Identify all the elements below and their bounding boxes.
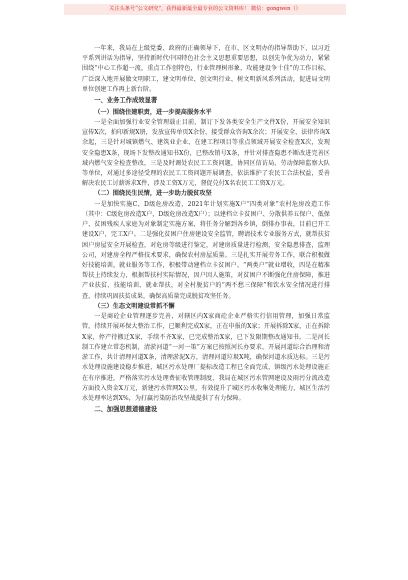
section-heading-2: 二、加强思想道德建设 <box>94 406 158 414</box>
intro-paragraph: 一年来，我局在上级党委、政府的正确领导下，在市、区文明办的指导帮助下，以习近平系列讲话为指导，坚持新时代中国特色社会主义思想重要思想，以创先争优为动力，紧紧围绕“中心工作超一流，重点工作创特色，行业管理树形象，攻能建设争十佳”的工作目标，广泛深入地开展做文明职工，建文明单位、创文明行业、树文明新风系列活动，促进局文明单位创建工作再上新台阶。 <box>82 45 330 93</box>
document-body <box>82 44 330 417</box>
promo-banner[interactable]: 关注头条号“公文研究”，获得最新最全最专业的公文资料库！ 微信：gongwen（） <box>64 4 346 15</box>
subsection-1-paragraph: 一是全面加强行业安全管理载止目前，制订下发各类安全生产文件X份，开展安全知识宣传X次，拍印新规X册，发放宣传单页X余份，接受群众咨询X余次；开展安全、法律咨询X余起，三是针对城镇燃气、建筑业企业、在建工程项目等重点领域开展安全检查X次，发现安全隐患X条，现场下发整改通知书X份，已整改销号X条，并针对排查隐患不断改进完善区域内燃气安全检查整改，三是及时调处农民工工资问题，协同区信访局、劳动保障监察大队等单位，对通过多途径受理的农民工工资问题开展调查，依法维护了农民工合法权益，妥善解决农民工讨薪诉求X件，涉及工资X万元，督促兑付X名农民工工资X万元。 <box>82 119 330 188</box>
subsection-heading-2: （二）围绕民生民情，进一步助力脱贫攻坚 <box>94 190 212 198</box>
subsection-heading-3: （三）生态文明建设常抓不懈 <box>94 302 175 310</box>
subsection-heading-1: （一）围绕住建职责，进一步提高服务水平 <box>94 108 212 116</box>
subsection-3-paragraph: 一是商砼企业管理逐步完善，对辖区内X家商砼企业严格实行信用管理，加强日常监管，持续开展环保大整治工作，已顺利完成X家，正在申报的X家；开展拆除X家，正在拆除X家，停产待搬迁X家，手续不齐X家，已完成整治X家，已下发限期整改通知书。二是河长制工作建立常态机制，清淤河道“一河一策”方案已按照河长办要求，开展河道综合治理和清淤工作，共计清理河道X条，清理淤泥X方，清理河道垃圾X吨，确保河道水质达标。三是污水处理设施建设稳步推进，城区污水处理厂提标改造工程已全面完成，镇级污水处理设施正在有序推进，严格落实污水处理费征收管理制度，我局在城区污水管网建设及雨污分流改造方面投入资金X万元，新建污水管网X公里，有效提升了城区污水收集处理能力，城区生活污水处理率达到X%，为打赢污染防治攻坚战提供了有力保障。 <box>82 313 330 402</box>
section-heading-1: 一、业务工作成效显著 <box>94 97 158 105</box>
subsection-2-paragraph: 一是加快实施C、D级危房改造，2021年计划实施X户“四类对象”农村危房改造工作（其中：C级危房改造X户，D级危房改造X户）；以建档立卡贫困户、分散供养五保户、低保户、贫困残疾人家庭为对象制定实施方案，将任务分解到各乡镇，倒排办事表，目前已开工建设X户，完工X户。二是强化贫困户住房建设安全监管，聘请技术专业服务方式，就帮扶贫困户房屋安全开展检查，对危房等级进行鉴定，对建房质量进行检测，安全隐患排查，监理公司，对建房全程严格技术要求，确保农村房屋质量。三是扎实开展劳务工作，联合积极做好技能培训，就业服务等工作，积极带动建档立卡贫困户、“两类户”就业增收，四是在精准帮扶上持续发力，根据帮扶村实际情况，因户因人施策，对贫困户不断强化住房保障，推进产业扶贫、技能培训、就业帮扶，对全村脱贫户的“两不愁三保障”和饮水安全情况进行排查，持续巩固扶贫成果，确保高质量完成脱贫攻坚任务。 <box>82 200 330 300</box>
